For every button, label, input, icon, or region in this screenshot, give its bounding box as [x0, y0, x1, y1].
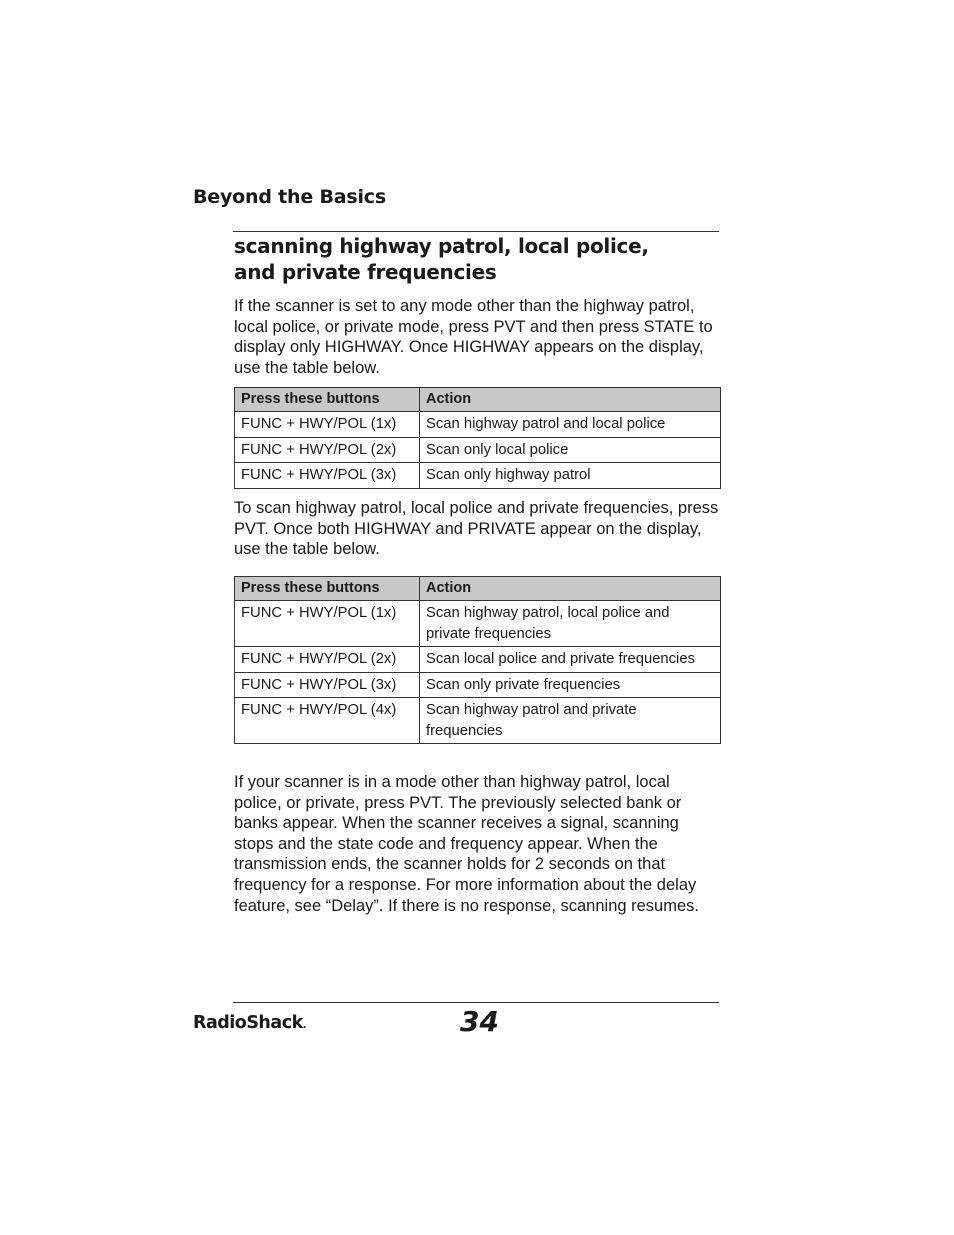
- table-row: [235, 463, 721, 489]
- table-cell-buttons: FUNC + HWY/POL (4x): [235, 698, 420, 744]
- page-heading-line-2: and private frequencies: [234, 260, 497, 284]
- table-cell-action: Scan only local police: [420, 437, 721, 463]
- highway-mode-table: [234, 387, 721, 489]
- column-header-buttons: Press these buttons: [235, 388, 420, 412]
- table-cell-buttons: FUNC + HWY/POL (1x): [235, 601, 420, 647]
- page-number: 34: [460, 1005, 499, 1038]
- table-cell-buttons: FUNC + HWY/POL (2x): [235, 647, 420, 673]
- table-header-row: [235, 577, 721, 601]
- table-cell-buttons: FUNC + HWY/POL (1x): [235, 412, 420, 438]
- column-header-buttons: Press these buttons: [235, 577, 420, 601]
- table-row: [235, 412, 721, 438]
- section-title: Beyond the Basics: [193, 186, 386, 208]
- highway-private-table: [234, 576, 721, 744]
- table-cell-action: Scan only private frequencies: [420, 672, 721, 698]
- table-cell-buttons: FUNC + HWY/POL (3x): [235, 463, 420, 489]
- table-cell-action: Scan only highway patrol: [420, 463, 721, 489]
- brand-logo: [193, 1013, 306, 1033]
- intro-paragraph: If the scanner is set to any mode other than the highway patrol, local police, or private mode, press PVT and then press STATE to display only HIGHWAY. Once HIGHWAY appears on the display, use the table below.: [234, 297, 713, 377]
- table-cell-buttons: FUNC + HWY/POL (2x): [235, 437, 420, 463]
- table-row: [235, 437, 721, 463]
- table-cell-buttons: FUNC + HWY/POL (3x): [235, 672, 420, 698]
- brand-name: RadioShack: [193, 1013, 303, 1033]
- column-header-action: Action: [420, 577, 721, 601]
- scanning-behavior-paragraph: If your scanner is in a mode other than highway patrol, local police, or private, press PVT. The previously selected bank or banks appear. When the scanner receives a signal, scanning stops and the state code and frequency appear. When the transmission ends, the scanner holds for 2 seconds on that frequency for a response. For more information about the delay feature, see “Delay”. If there is no response, scanning resumes.: [234, 773, 699, 915]
- table-cell-action: Scan highway patrol and local police: [420, 412, 721, 438]
- table-header-row: [235, 388, 721, 412]
- table-row: [235, 672, 721, 698]
- table-cell-action: Scan highway patrol and private frequencies: [420, 698, 721, 744]
- top-divider: [233, 231, 719, 232]
- table-row: [235, 698, 721, 744]
- table-row: [235, 647, 721, 673]
- page-heading-line-1: scanning highway patrol, local police,: [234, 234, 649, 258]
- bottom-divider: [233, 1002, 719, 1003]
- table-cell-action: Scan local police and private frequencies: [420, 647, 721, 673]
- private-mode-paragraph: To scan highway patrol, local police and private frequencies, press PVT. Once both HIGHWAY and PRIVATE appear on the display, use the table below.: [234, 499, 719, 559]
- column-header-action: Action: [420, 388, 721, 412]
- table-cell-action: Scan highway patrol, local police and private frequencies: [420, 601, 721, 647]
- page-heading: [234, 233, 720, 285]
- brand-mark: .: [302, 1020, 307, 1031]
- table-row: [235, 601, 721, 647]
